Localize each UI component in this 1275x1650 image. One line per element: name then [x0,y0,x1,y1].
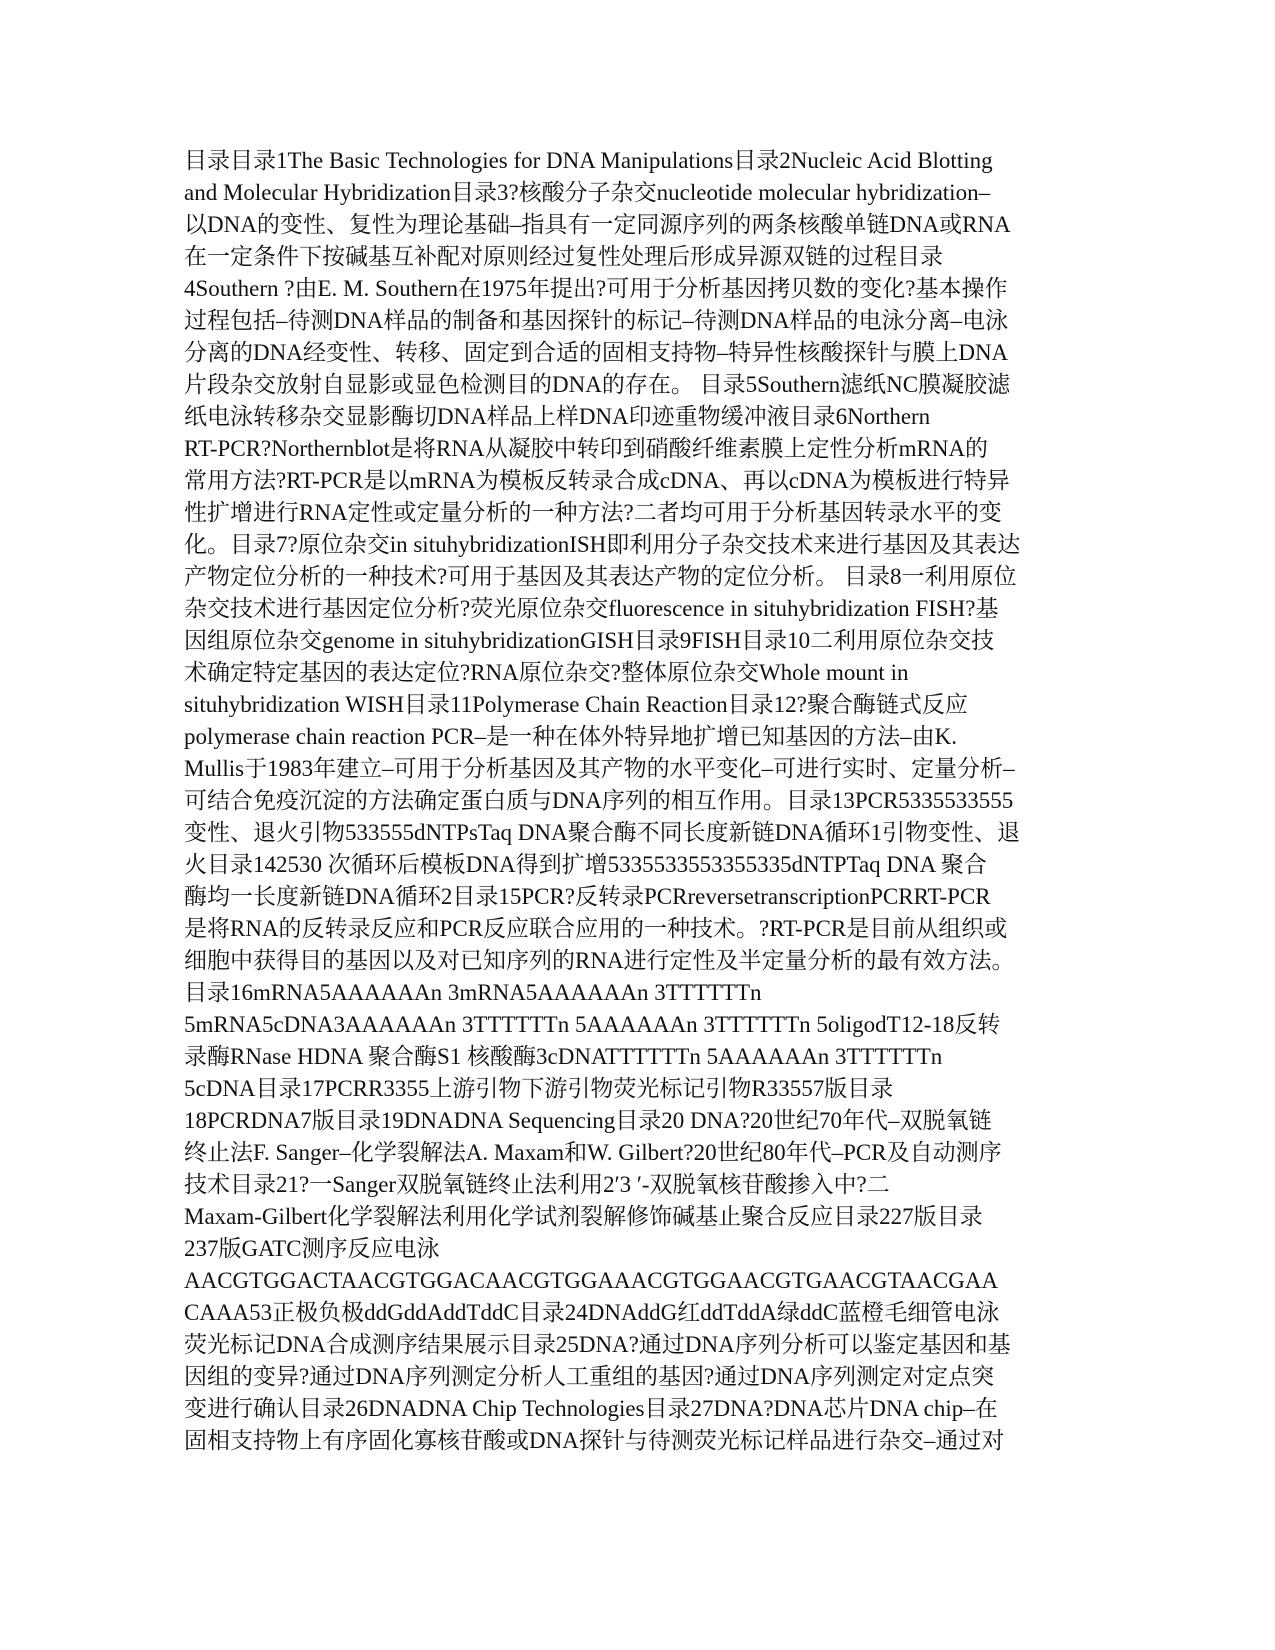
text-line: 分离的DNA经变性、转移、固定到合适的固相支持物–特异性核酸探针与膜上DNA [184,340,1009,365]
text-line: 因组原位杂交genome in situhybridizationGISH目录9FISH目录10二利用原位杂交技 [184,628,995,653]
text-line: 化。目录7?原位杂交in situhybridizationISH即利用分子杂交技术来进行基因及其表达 [184,532,1021,557]
text-line: 是将RNA的反转录反应和PCR反应联合应用的一种技术。?RT-PCR是目前从组织或 [184,916,1008,941]
text-line: CAAA53正极负极ddGddAddTddC目录24DNAddG红ddTddA绿ddC蓝橙毛细管电泳 [184,1300,1000,1325]
text-line: 在一定条件下按碱基互补配对原则经过复性处理后形成异源双链的过程目录 [184,244,943,269]
text-line: 18PCRDNA7版目录19DNADNA Sequencing目录20 DNA?20世纪70年代–双脱氧链 [184,1108,992,1133]
text-line: 固相支持物上有序固化寡核苷酸或DNA探针与待测荧光标记样品进行杂交–通过对 [184,1428,1005,1453]
text-line: 237版GATC测序反应电泳 [184,1236,440,1261]
text-line: AACGTGGACTAACGTGGACAACGTGGAAACGTGGAACGTGAACGTAACGAA [184,1268,999,1293]
text-line: Mullis于1983年建立–可用于分析基因及其产物的水平变化–可进行实时、定量分析– [184,756,1015,781]
text-line: 以DNA的变性、复性为理论基础–指具有一定同源序列的两条核酸单链DNA或RNA [184,212,1011,237]
text-line: 因组的变异?通过DNA序列测定分析人工重组的基因?通过DNA序列测定对定点突 [184,1364,995,1389]
text-line: 目录目录1The Basic Technologies for DNA Manipulations目录2Nucleic Acid Blotting [184,148,993,173]
text-line: 终止法F. Sanger–化学裂解法A. Maxam和W. Gilbert?20世纪80年代–PCR及自动测序 [184,1140,1002,1165]
text-line: 变性、退火引物533555dNTPsTaq DNA聚合酶不同长度新链DNA循环1引物变性、退 [184,820,1020,845]
text-line: 术确定特定基因的表达定位?RNA原位杂交?整体原位杂交Whole mount in [184,660,909,685]
text-line: and Molecular Hybridization目录3?核酸分子杂交nucleotide molecular hybridization– [184,180,991,205]
text-line: RT-PCR?Northernblot是将RNA从凝胶中转印到硝酸纤维素膜上定性分析mRNA的 [184,436,989,461]
text-line: 5cDNA目录17PCRR3355上游引物下游引物荧光标记引物R33557版目录 [184,1076,894,1101]
text-line: 过程包括–待测DNA样品的制备和基因探针的标记–待测DNA样品的电泳分离–电泳 [184,308,1009,333]
text-line: 录酶RNase HDNA 聚合酶S1 核酸酶3cDNATTTTTTn 5AAAAAAn 3TTTTTTn [184,1044,943,1069]
text-line: 常用方法?RT-PCR是以mRNA为模板反转录合成cDNA、再以cDNA为模板进行特异 [184,468,1010,493]
text-line: 4Southern ?由E. M. Southern在1975年提出?可用于分析基因拷贝数的变化?基本操作 [184,276,1008,301]
text-line: 目录16mRNA5AAAAAAn 3mRNA5AAAAAAn 3TTTTTTn [184,980,762,1005]
text-line: 荧光标记DNA合成测序结果展示目录25DNA?通过DNA序列分析可以鉴定基因和基 [184,1332,1011,1357]
text-line: 纸电泳转移杂交显影酶切DNA样品上样DNA印迹重物缓冲液目录6Northern [184,404,931,429]
text-line: 技术目录21?一Sanger双脱氧链终止法利用2′3 ′-双脱氧核苷酸掺入中?二 [184,1172,890,1197]
text-line: situhybridization WISH目录11Polymerase Chain Reaction目录12?聚合酶链式反应 [184,692,968,717]
text-line: 火目录142530 次循环后模板DNA得到扩增5335533553355335dNTPTaq DNA 聚合 [184,852,987,877]
text-line: 杂交技术进行基因定位分析?荧光原位杂交fluorescence in situhybridization FISH?基 [184,596,999,621]
text-line: 酶均一长度新链DNA循环2目录15PCR?反转录PCRreversetranscriptionPCRRT-PCR [184,884,991,909]
text-line: 可结合免疫沉淀的方法确定蛋白质与DNA序列的相互作用。目录13PCR5335533555 [184,788,1014,813]
text-line: 片段杂交放射自显影或显色检测目的DNA的存在。 目录5Southern滤纸NC膜凝胶滤 [184,372,1011,397]
text-line: 性扩增进行RNA定性或定量分析的一种方法?二者均可用于分析基因转录水平的变 [184,500,1002,525]
text-line: 细胞中获得目的基因以及对已知序列的RNA进行定性及半定量分析的最有效方法。 [184,948,1015,973]
document-body [184,145,1089,1457]
text-line: 5mRNA5cDNA3AAAAAAn 3TTTTTTn 5AAAAAAn 3TTTTTTn 5oligodT12-18反转 [184,1012,1001,1037]
text-line: 变进行确认目录26DNADNA Chip Technologies目录27DNA?DNA芯片DNA chip–在 [184,1396,998,1421]
text-line: 产物定位分析的一种技术?可用于基因及其表达产物的定位分析。 目录8一利用原位 [184,564,1017,589]
text-line: Maxam-Gilbert化学裂解法利用化学试剂裂解修饰碱基止聚合反应目录227版目录 [184,1204,983,1229]
text-line: polymerase chain reaction PCR–是一种在体外特异地扩增已知基因的方法–由K. [184,724,957,749]
